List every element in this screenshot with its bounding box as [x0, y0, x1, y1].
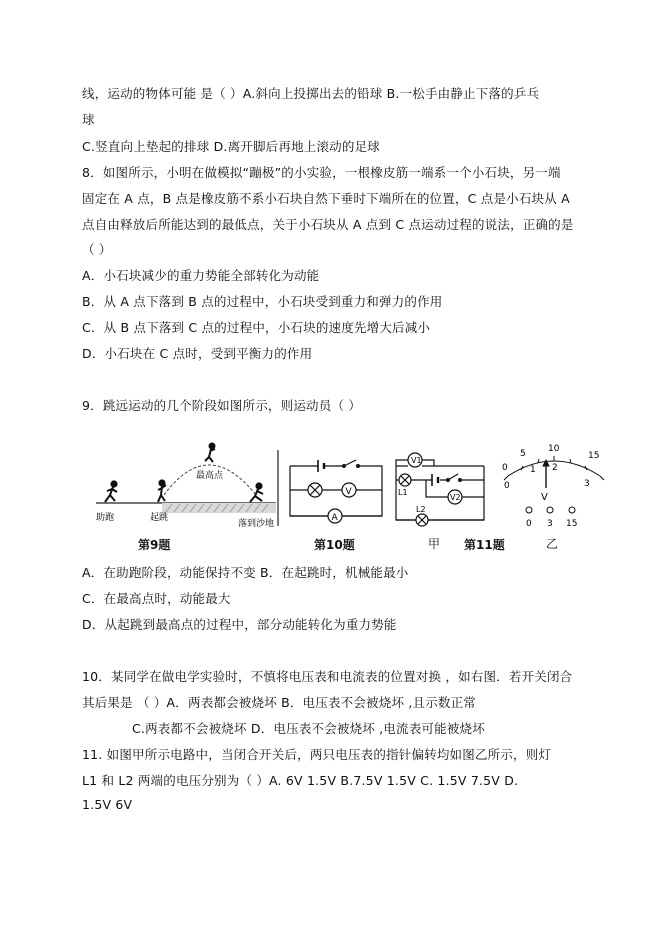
fig9-long-jump — [96, 444, 276, 530]
q11-stem-line-3: 1.5V 6V — [82, 797, 133, 812]
q10-stem-line-1: 10．某同学在做电学实验时，不慎将电压表和电流表的位置对换 ，如右图．若开关闭合 — [82, 669, 573, 684]
fig11-label-jia: 甲 — [428, 537, 441, 551]
q7-line-3: C.竖直向上垫起的排球 D.离开脚后再地上滚动的足球 — [82, 139, 380, 154]
fig11-scale-outer-0: 0 — [502, 463, 508, 473]
q10-options-c-d: C.两表都不会被烧坏 D．电压表不会被烧坏 ,电流表可能被烧坏 — [132, 721, 485, 736]
fig9-sand-pit — [162, 503, 276, 513]
fig11-scale-outer-15: 15 — [588, 451, 600, 461]
fig9-highest-point-icon — [205, 444, 215, 463]
fig9-label-top: 最高点 — [196, 471, 224, 481]
fig10-switch-icon — [344, 460, 356, 466]
fig9-label-land: 落到沙地 — [238, 519, 275, 529]
fig9-landing-icon — [250, 483, 263, 502]
fig11-terminal-label-0: 0 — [526, 519, 532, 529]
q11-stem-line-2: L1 和 L2 两端的电压分别为（ ）A. 6V 1.5V B.7.5V 1.5V C. 1.5V 7.5V D. — [82, 773, 519, 788]
q10-stem-line-2: 其后果是 （ ）A．两表都会被烧坏 B．电压表不会被烧坏 ,且示数正常 — [82, 695, 476, 710]
figures-row — [96, 440, 616, 560]
fig11-terminal-15 — [569, 507, 575, 513]
fig11-circuit-jia — [396, 453, 484, 526]
fig11-terminal-0 — [526, 507, 532, 513]
fig11-l1-label: L1 — [398, 488, 408, 497]
fig11-v1-label: V1 — [411, 456, 422, 465]
q8-stem-line-3: 点自由释放后所能达到的最低点，关于小石块从 A 点到 C 点运动过程的说法，正确的是 — [82, 217, 574, 232]
fig11-scale-inner-3: 3 — [584, 479, 590, 489]
fig11-label-yi: 乙 — [546, 537, 559, 551]
q8-answer-blank: （ ） — [82, 242, 112, 257]
q9-option-c: C．在最高点时，动能最大 — [82, 591, 231, 606]
figures-svg — [96, 440, 616, 560]
q8-option-b: B．从 A 点下落到 B 点的过程中，小石块受到重力和弹力的作用 — [82, 294, 443, 309]
q9-stem: 9．跳远运动的几个阶段如图所示，则运动员（ ） — [82, 398, 362, 413]
fig11-scale-inner-1: 1 — [530, 465, 536, 475]
fig11-scale-outer-10: 10 — [548, 444, 560, 454]
fig10-caption: 第10题 — [314, 538, 355, 552]
q9-option-a-b: A．在助跑阶段，动能保持不变 B．在起跳时，机械能最小 — [82, 565, 409, 580]
fig9-caption: 第9题 — [138, 538, 171, 552]
q9-option-d: D．从起跳到最高点的过程中，部分动能转化为重力势能 — [82, 617, 397, 632]
q8-stem-line-1: 8．如图所示，小明在做模拟“蹦极”的小实验，一根橡皮筋一端系一个小石块，另一端 — [82, 165, 561, 180]
q8-option-d: D．小石块在 C 点时，受到平衡力的作用 — [82, 346, 313, 361]
fig11-terminal-3 — [547, 507, 553, 513]
fig11-caption: 第11题 — [464, 538, 505, 552]
q8-option-a: A．小石块减少的重力势能全部转化为动能 — [82, 268, 320, 283]
fig9-label-takeoff: 起跳 — [150, 513, 169, 523]
fig11-v2-label: V2 — [450, 493, 461, 502]
q8-option-c: C．从 B 点下落到 C 点的过程中，小石块的速度先增大后减小 — [82, 320, 431, 335]
q7-line-2: 球 — [82, 112, 95, 127]
fig11-terminal-label-3: 3 — [547, 519, 553, 529]
fig11-scale-inner-2: 2 — [552, 463, 558, 473]
fig10-voltmeter-label: V — [345, 487, 352, 497]
fig11-scale-outer-5: 5 — [520, 449, 526, 459]
q7-line-1: 线，运动的物体可能 是（ ）A.斜向上投掷出去的铅球 B.一松手由静止下落的乒乓 — [82, 86, 540, 101]
fig11-meter-letter: V — [541, 492, 548, 503]
fig9-runner-icon — [105, 481, 117, 502]
fig11-l2-label: L2 — [416, 505, 426, 514]
fig9-label-run: 助跑 — [96, 513, 115, 523]
fig10-ammeter-label: A — [331, 513, 338, 523]
q11-stem-line-1: 11. 如图甲所示电路中，当闭合开关后，两只电压表的指针偏转均如图乙所示，则灯 — [82, 747, 552, 762]
q8-stem-line-2: 固定在 A 点，B 点是橡皮筋不系小石块自然下垂时下端所在的位置，C 点是小石块从 A — [82, 191, 570, 206]
fig11-scale-inner-0: 0 — [504, 481, 510, 491]
fig11-terminal-label-15: 15 — [566, 519, 578, 529]
fig9-takeoff-icon — [158, 480, 166, 502]
